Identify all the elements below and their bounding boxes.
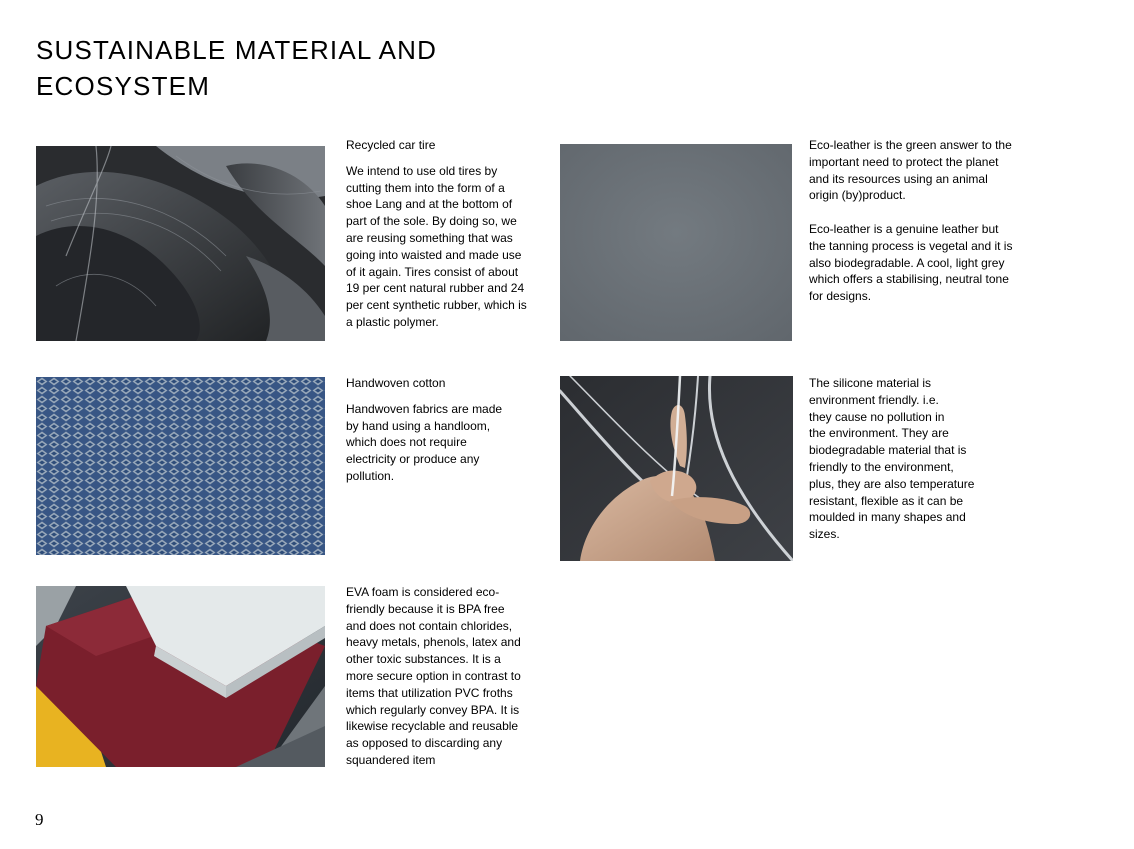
tire-line: are reusing something that was xyxy=(346,230,513,245)
silicone-line: moulded in many shapes and xyxy=(809,510,966,525)
silicone-line: biodegradable material that is xyxy=(809,443,967,458)
cotton-line: by hand using a handloom, xyxy=(346,418,491,433)
tire-line: going into waisted and made use xyxy=(346,247,522,262)
eva-line: as opposed to discarding any xyxy=(346,736,503,751)
eva-line: friendly because it is BPA free xyxy=(346,601,505,616)
silicone-line: sizes. xyxy=(809,527,840,542)
cotton-line: pollution. xyxy=(346,468,395,483)
eva-foam-text xyxy=(346,584,521,769)
silicone-line: The silicone material is xyxy=(809,376,932,390)
silicone-line: they cause no pollution in xyxy=(809,409,945,424)
leather-line: Eco-leather is the green answer to the xyxy=(809,138,1012,152)
leather-line: origin (by)product. xyxy=(809,188,906,203)
tire-line: per cent synthetic rubber, which is xyxy=(346,298,527,313)
tire-line: of it again. Tires consist of about xyxy=(346,264,519,279)
tire-line: We intend to use old tires by xyxy=(346,163,498,178)
eva-line: heavy metals, phenols, latex and xyxy=(346,635,521,650)
page-title xyxy=(36,32,596,104)
tire-line: a plastic polymer. xyxy=(346,314,439,329)
tire-line: 19 per cent natural rubber and 24 xyxy=(346,281,525,296)
recycled-tire-text xyxy=(346,137,527,331)
eva-line: and does not contain chlorides, xyxy=(346,618,513,633)
silicone-line: the environment. They are xyxy=(809,426,949,441)
handwoven-cotton-text xyxy=(346,375,502,485)
tire-line: shoe Lang and at the bottom of xyxy=(346,197,513,212)
recycled-tire-heading: Recycled car tire xyxy=(346,138,436,152)
eva-line: items that utilization PVC froths xyxy=(346,685,513,700)
tire-line: cutting them into the form of a xyxy=(346,180,505,195)
eva-line: which regularly convey BPA. It is xyxy=(346,702,520,717)
silicone-line: resistant, flexible as it can be xyxy=(809,493,964,508)
leather-line: important need to protect the planet xyxy=(809,154,999,169)
leather-line: the tanning process is vegetal and it is xyxy=(809,238,1013,253)
eva-line: EVA foam is considered eco- xyxy=(346,585,500,599)
eva-line: other toxic substances. It is a xyxy=(346,652,501,667)
eva-foam-image xyxy=(36,586,325,767)
eco-leather-text xyxy=(809,137,1012,305)
page-title-line-2: ECOSYSTEM xyxy=(36,71,211,101)
cotton-line: electricity or produce any xyxy=(346,452,480,467)
cotton-line: which does not require xyxy=(346,435,467,450)
silicone-image xyxy=(560,376,793,561)
handwoven-cotton-image xyxy=(36,377,325,555)
silicone-text xyxy=(809,375,974,543)
eco-leather-image xyxy=(560,144,792,341)
leather-line: Eco-leather is a genuine leather but xyxy=(809,221,999,236)
page-number: 9 xyxy=(35,810,44,829)
leather-line: which offers a stabilising, neutral tone xyxy=(809,272,1009,287)
leather-line: and its resources using an animal xyxy=(809,171,988,186)
recycled-tire-image xyxy=(36,146,325,341)
silicone-line: environment friendly. i.e. xyxy=(809,392,939,407)
tire-line: part of the sole. By doing so, we xyxy=(346,214,517,229)
leather-line: for designs. xyxy=(809,289,872,304)
paragraph-gap xyxy=(809,204,1012,221)
leather-line: also biodegradable. A cool, light grey xyxy=(809,255,1005,270)
silicone-line: plus, they are also temperature xyxy=(809,476,975,491)
handwoven-cotton-heading: Handwoven cotton xyxy=(346,376,446,390)
eva-line: likewise recyclable and reusable xyxy=(346,719,519,734)
eva-line: squandered item xyxy=(346,752,436,767)
page-title-line-1: SUSTAINABLE MATERIAL AND xyxy=(36,35,438,65)
cotton-line: Handwoven fabrics are made xyxy=(346,401,503,416)
eva-line: more secure option in contrast to xyxy=(346,668,521,683)
silicone-line: friendly to the environment, xyxy=(809,459,954,474)
